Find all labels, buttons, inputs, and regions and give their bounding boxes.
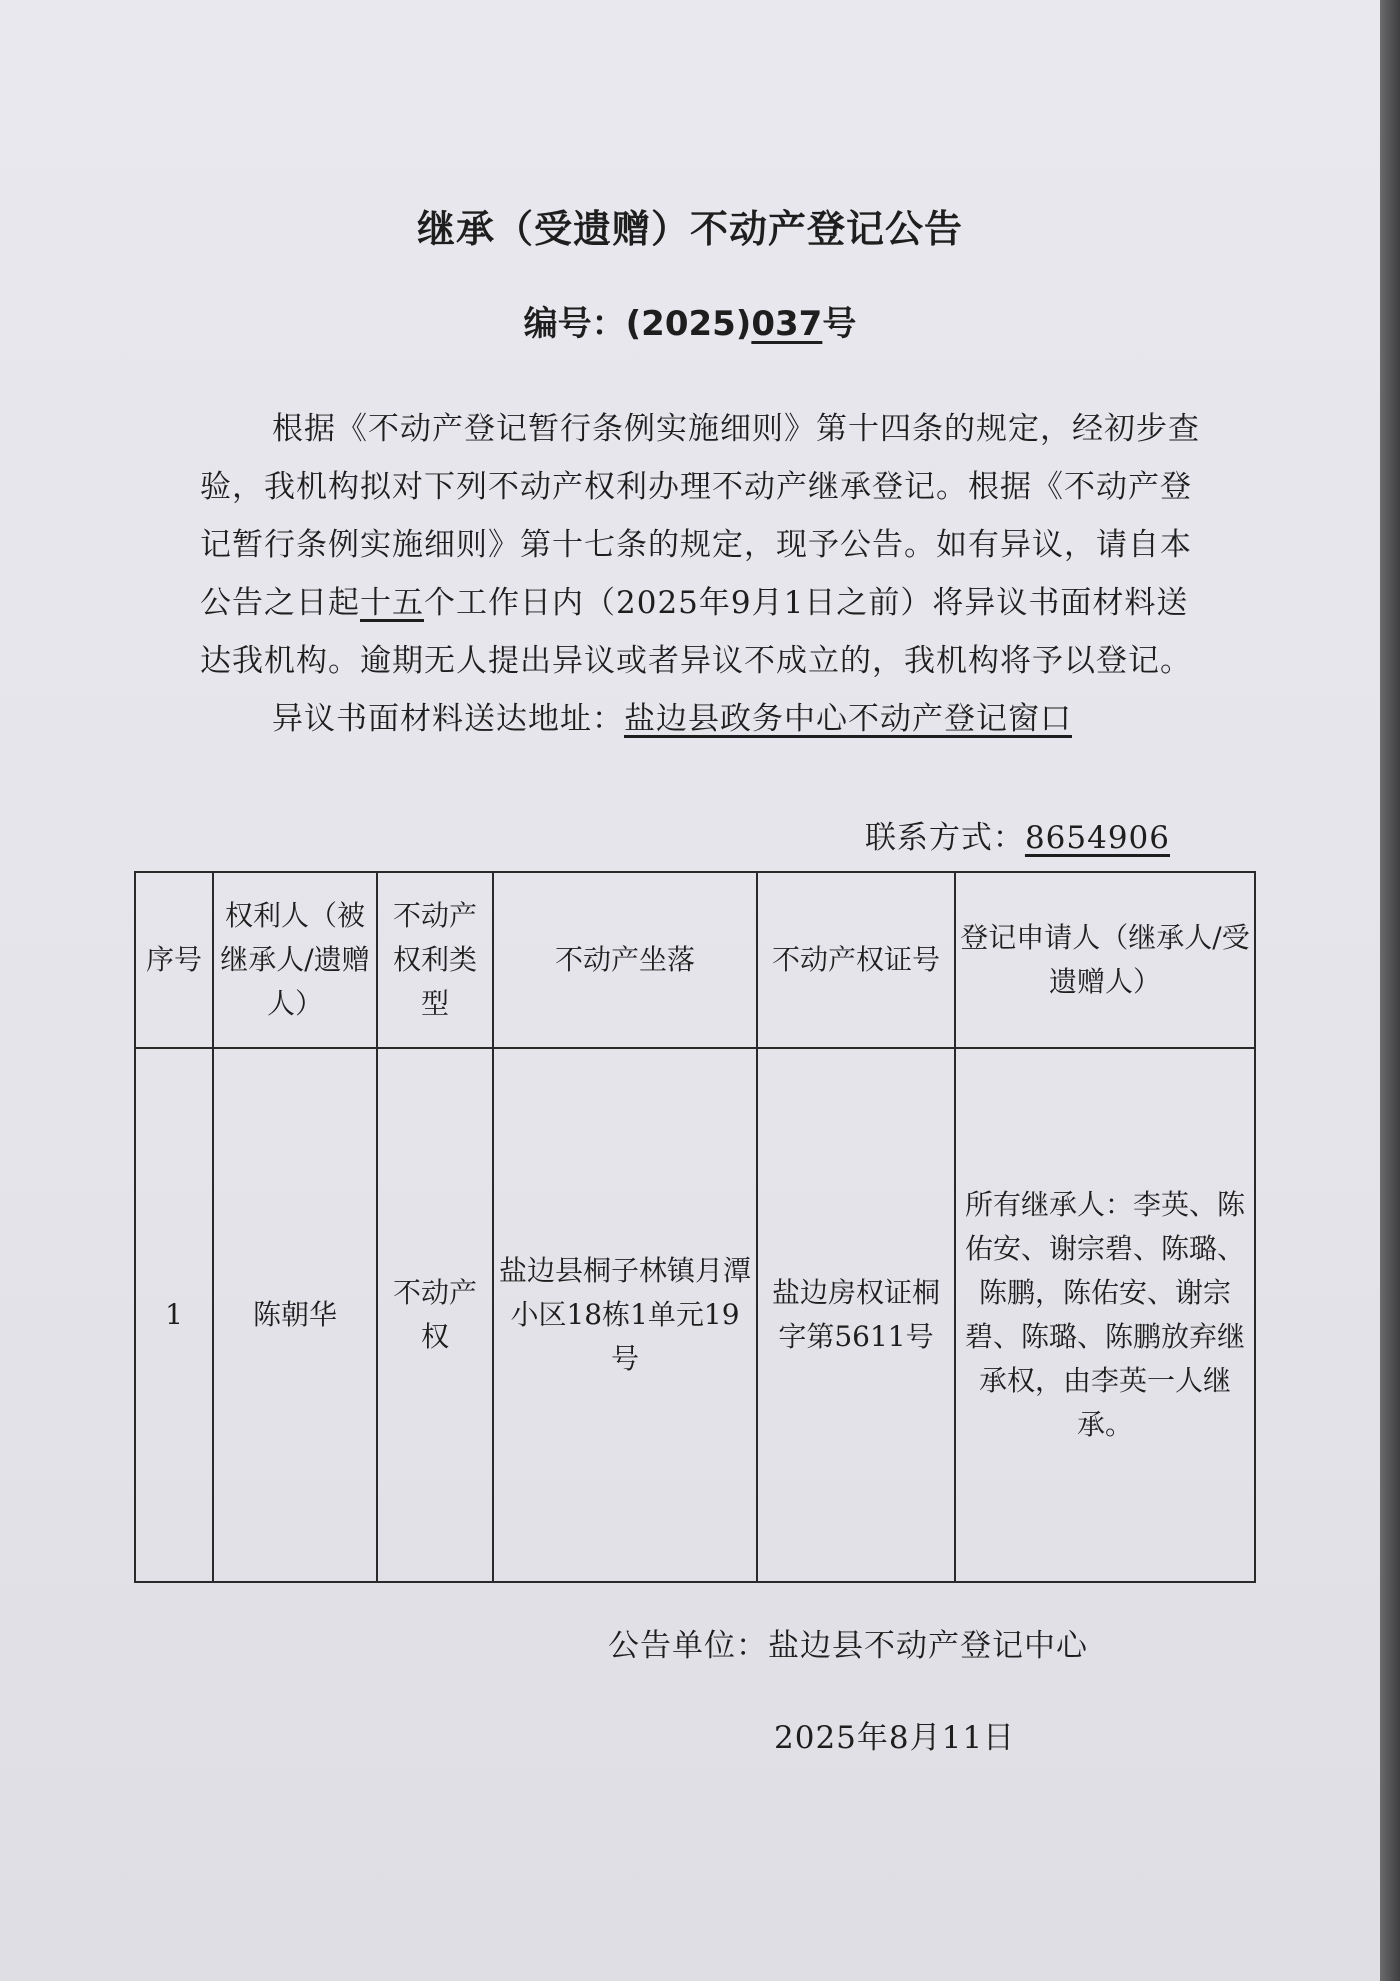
paragraph-text-1: 根据《不动产登记暂行条例实施细则》第十四条的规定，经初步查验，我机构拟对下列不动产权利办理不动产继承登记。根据《不动产登记暂行条例实施细则》第十七条的规定，现予公告。如有异议，请自本公告之日起 [200, 411, 1200, 621]
notice-paragraph [200, 400, 1200, 690]
contact-value: 8654906 [1024, 820, 1170, 856]
objection-days: 十五 [360, 585, 424, 621]
notice-number-value: 037 [751, 304, 823, 344]
notice-body [200, 400, 1200, 748]
cell-seq: 1 [135, 1048, 213, 1582]
cell-type: 不动产权 [377, 1048, 493, 1582]
header-location: 不动产坐落 [493, 872, 757, 1048]
notice-issuer: 公告单位：盐边县不动产登记中心 [608, 1628, 1088, 1664]
desk-background [1380, 0, 1400, 1981]
table-header-row [135, 872, 1255, 1048]
cell-applicant: 所有继承人：李英、陈佑安、谢宗碧、陈璐、陈鹏，陈佑安、谢宗碧、陈璐、陈鹏放弃继承权，由李英一人继承。 [955, 1048, 1255, 1582]
contact-label: 联系方式： [864, 820, 1025, 856]
contact-line [865, 812, 1170, 857]
notice-date: 2025年8月11日 [774, 1720, 1016, 1756]
notice-number-suffix: 号 [822, 304, 857, 344]
notice-number [0, 296, 1380, 345]
table-row [135, 1048, 1255, 1582]
header-seq: 序号 [135, 872, 213, 1048]
cell-location: 盐边县桐子林镇月潭小区18栋1单元19号 [493, 1048, 757, 1582]
registration-table [134, 871, 1256, 1583]
header-cert: 不动产权证号 [757, 872, 955, 1048]
cell-cert: 盐边房权证桐字第5611号 [757, 1048, 955, 1582]
notice-number-prefix: 编号：(2025) [523, 304, 752, 344]
address-line [200, 690, 1200, 748]
address-label: 异议书面材料送达地址： [272, 701, 624, 737]
header-applicant: 登记申请人（继承人/受遗赠人） [955, 872, 1255, 1048]
header-holder: 权利人（被继承人/遗赠人） [213, 872, 377, 1048]
paragraph-text-2: 个工作日内（2025年9月1日之前）将异议书面材料送达我机构。逾期无人提出异议或者异议不成立的，我机构将予以登记。 [200, 585, 1192, 679]
header-type: 不动产权利类型 [377, 872, 493, 1048]
notice-title: 继承（受遗赠）不动产登记公告 [416, 207, 963, 251]
address-value: 盐边县政务中心不动产登记窗口 [624, 701, 1072, 737]
cell-holder: 陈朝华 [213, 1048, 377, 1582]
